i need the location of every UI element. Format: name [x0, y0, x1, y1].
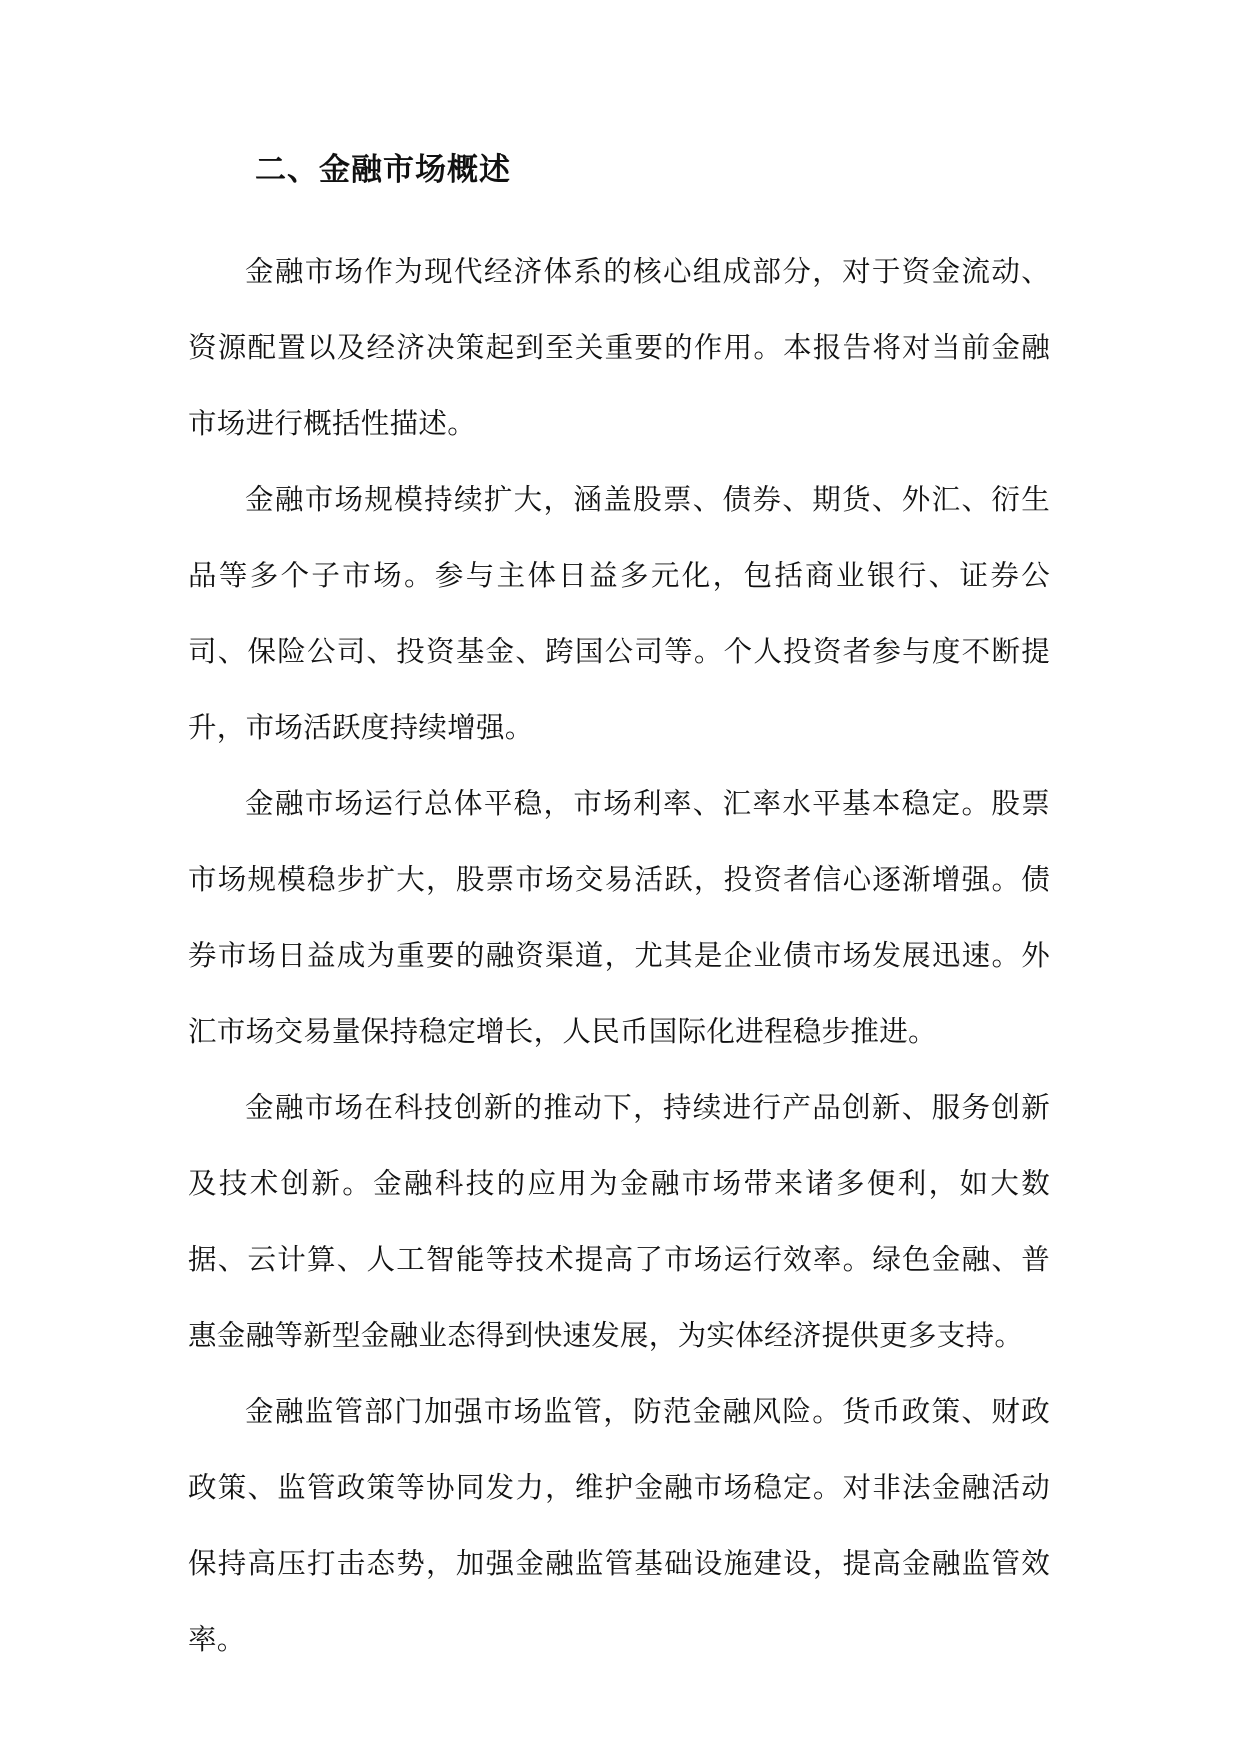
- paragraph-overview: 金融市场作为现代经济体系的核心组成部分，对于资金流动、资源配置以及经济决策起到至关重要的作用。本报告将对当前金融市场进行概括性描述。: [188, 255, 1050, 440]
- body-text: [188, 234, 1050, 1678]
- paragraph-regulation: 金融监管部门加强市场监管，防范金融风险。货币政策、财政政策、监管政策等协同发力，维护金融市场稳定。对非法金融活动保持高压打击态势，加强金融监管基础设施建设，提高金融监管效率。: [188, 1395, 1050, 1656]
- paragraph-market-scale: 金融市场规模持续扩大，涵盖股票、债券、期货、外汇、衍生品等多个子市场。参与主体日益多元化，包括商业银行、证券公司、保险公司、投资基金、跨国公司等。个人投资者参与度不断提升，市场活跃度持续增强。: [188, 483, 1050, 744]
- section-title: 二、金融市场概述: [255, 152, 511, 188]
- paragraph-innovation: 金融市场在科技创新的推动下，持续进行产品创新、服务创新及技术创新。金融科技的应用为金融市场带来诸多便利，如大数据、云计算、人工智能等技术提高了市场运行效率。绿色金融、普惠金融等新型金融业态得到快速发展，为实体经济提供更多支持。: [188, 1091, 1050, 1352]
- paragraph-market-operation: 金融市场运行总体平稳，市场利率、汇率水平基本稳定。股票市场规模稳步扩大，股票市场交易活跃，投资者信心逐渐增强。债券市场日益成为重要的融资渠道，尤其是企业债市场发展迅速。外汇市场交易量保持稳定增长，人民币国际化进程稳步推进。: [188, 787, 1050, 1048]
